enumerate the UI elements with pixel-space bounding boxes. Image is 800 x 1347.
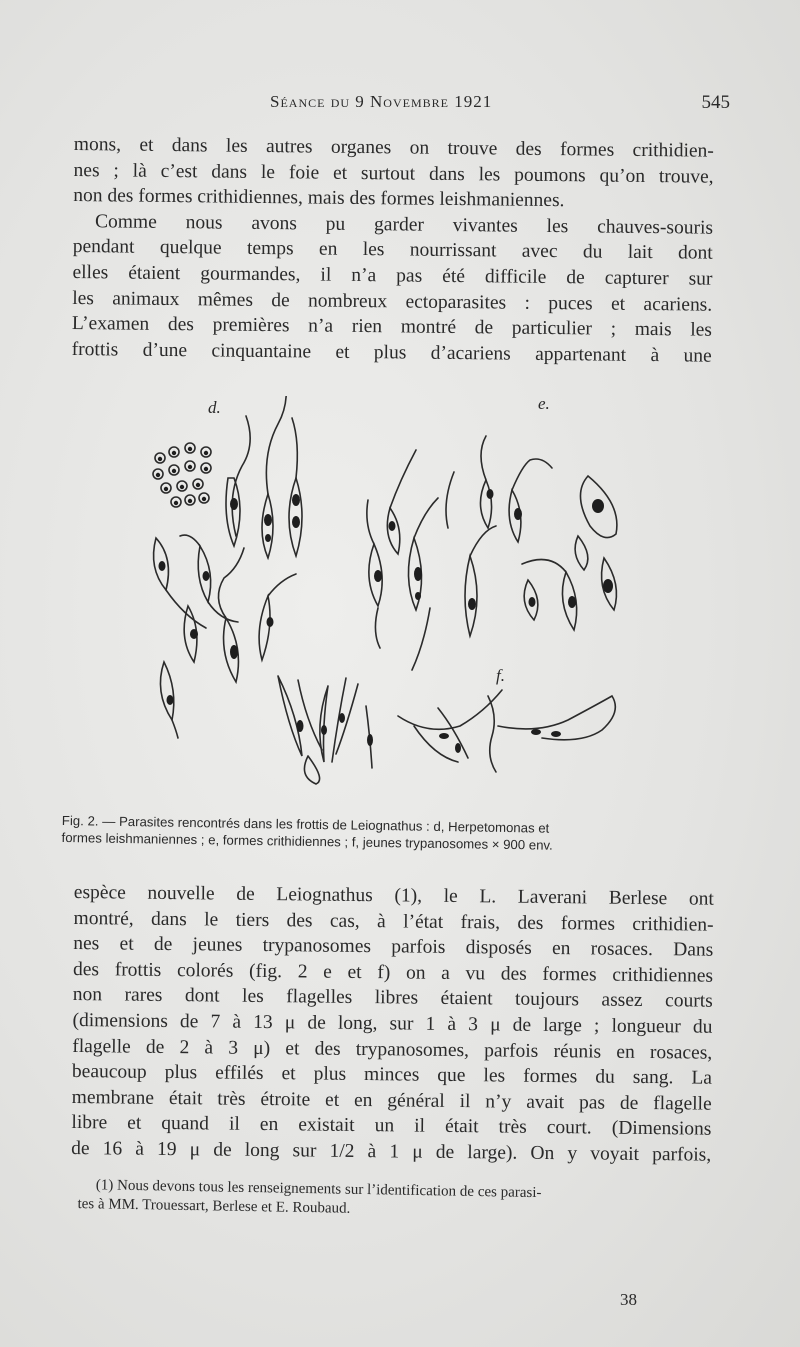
text-line: L’examen des premières n’a rien montré de particulier ; mais les xyxy=(71,313,713,341)
text-line: non rares dont les flagelles libres étaient toujours assez courts xyxy=(72,984,713,1013)
caption-line: Fig. 2. — Parasites rencontrés dans les frottis de Leiognathus : d, Herpetomonas et xyxy=(61,812,550,836)
text-line: non des formes crithidiennes, mais des formes leishmaniennes. xyxy=(73,185,565,212)
footnote-line: tes à MM. Trouessart, Berlese et E. Roubaud. xyxy=(77,1195,351,1217)
parasite-drawings xyxy=(128,396,648,801)
text-line: beaucoup plus effilés et plus minces que les formes du sang. La xyxy=(71,1061,713,1089)
text-line: mons, et dans les autres organes on trouve des formes crithidien- xyxy=(73,133,714,162)
figure-label-e: e. xyxy=(538,394,550,413)
signature-mark: 38 xyxy=(620,1290,637,1309)
text-line: frottis d’une cinquantaine et plus d’acariens appartenant à une xyxy=(71,338,712,367)
bottom-paragraph xyxy=(71,880,714,1168)
text-line: des frottis colorés (fig. 2 e et f) on a vu des formes crithidiennes xyxy=(72,958,714,987)
top-paragraph xyxy=(72,132,714,369)
text-line: elles étaient gourmandes, il n’a pas été difficile de capturer sur xyxy=(72,261,713,290)
text-line: espèce nouvelle de Leiognathus (1), le L. Laverani Berlese ont xyxy=(73,881,714,910)
text-line: pendant quelque temps en les nourrissant avec du lait dont xyxy=(72,236,713,265)
caption-line: formes leishmaniennes ; e, formes crithidiennes ; f, jeunes trypanosomes × 900 env. xyxy=(61,829,553,853)
text-line: montré, dans le tiers des cas, à l’état frais, des formes crithidien- xyxy=(73,907,714,936)
running-head xyxy=(60,92,730,116)
figure-label-f: f. xyxy=(496,666,505,685)
footnote xyxy=(77,1176,698,1224)
figure-label-d: d. xyxy=(208,398,221,417)
text-line: (dimensions de 7 à 13 μ de long, sur 1 à 3 μ de large ; longueur du xyxy=(72,1009,713,1038)
text-line: flagelle de 2 à 3 μ) et des trypanosomes, parfois réunis en rosaces, xyxy=(72,1035,713,1064)
footnote-line: (1) Nous devons tous les renseignements sur l’identification de ces parasi- xyxy=(95,1177,542,1202)
text-line: nes et de jeunes trypanosomes parfois disposés en rosaces. Dans xyxy=(73,933,714,961)
text-line: nes ; là c’est dans le foie et surtout dans les poumons qu’on trouve, xyxy=(73,159,714,188)
text-line: de 16 à 19 μ de long sur 1/2 à 1 μ de large). On y voyait parfois, xyxy=(71,1137,712,1166)
text-line: libre et quand il en existait un il était très court. (Dimensions xyxy=(71,1112,712,1141)
running-title: Séance du 9 Novembre 1921 xyxy=(270,92,493,111)
figure-2 xyxy=(128,396,648,801)
text-line: membrane était très étroite et en général il n’y avait pas de flagelle xyxy=(71,1086,712,1115)
page-number: 545 xyxy=(701,92,730,113)
figure-caption xyxy=(61,812,701,856)
leishmanian-cluster xyxy=(153,443,211,507)
text-line: Comme nous avons pu garder vivantes les chauves-souris xyxy=(94,211,714,239)
text-line: les animaux mêmes de nombreux ectoparasites : puces et acariens. xyxy=(72,287,713,316)
